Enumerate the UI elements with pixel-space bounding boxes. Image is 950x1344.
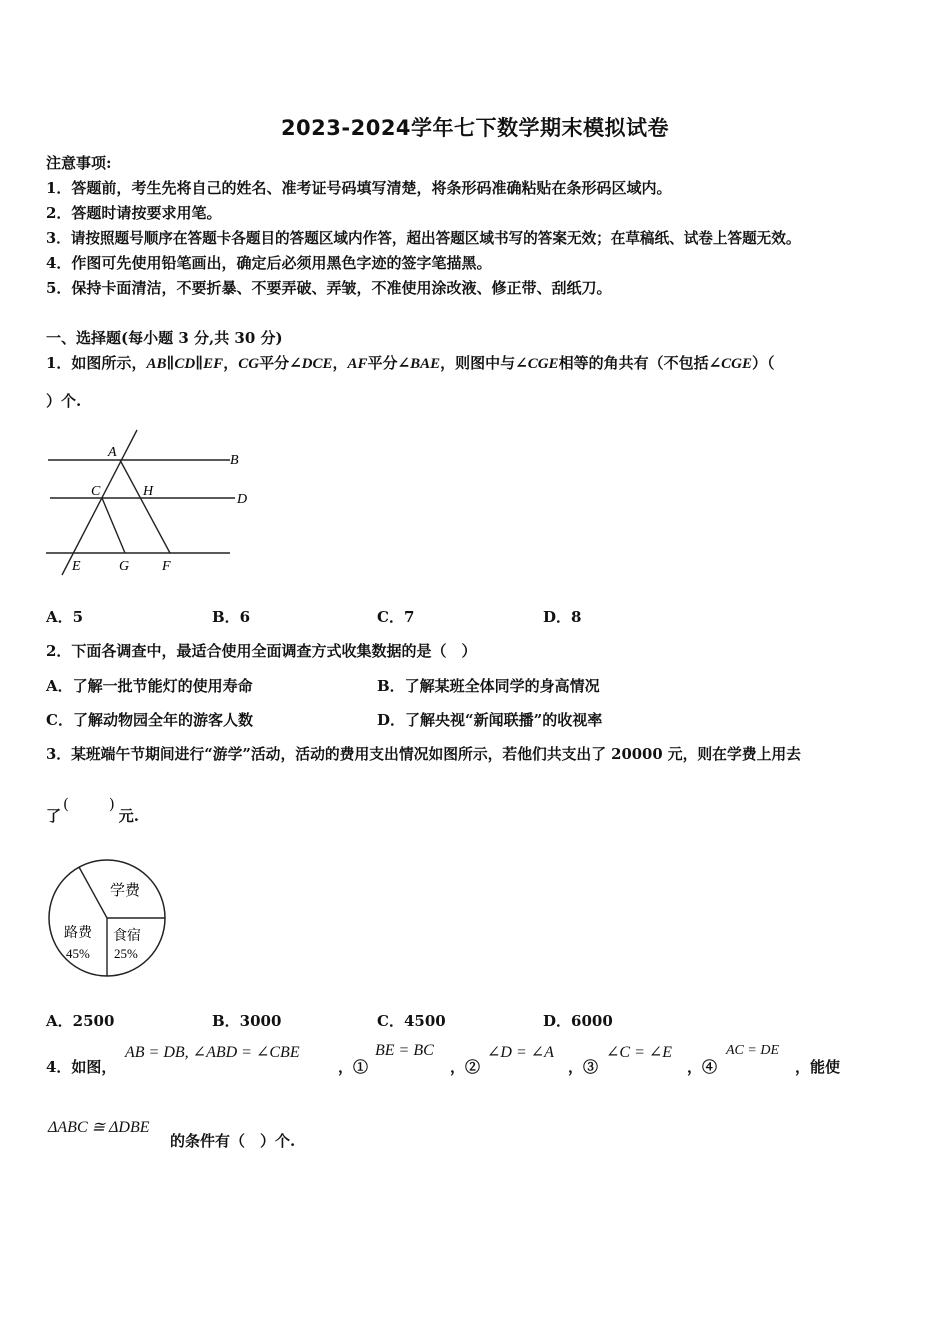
label-d: D [237,492,248,507]
q4-sep-3: ，③ [568,1058,599,1076]
answer-blank-open: ( [63,795,69,813]
page-title: 2023-2024学年七下数学期末模拟试卷 [280,116,670,140]
q1-option-b[interactable]: B．6 [212,608,251,626]
question-2-stem: 2．下面各调查中，最适合使用全面调查方式收集数据的是（ ） [46,642,477,660]
question-1-stem [46,352,775,373]
parallel-lines-figure [40,425,265,585]
q1-text: ， [223,354,239,372]
question-3-stem: 3．某班端午节期间进行“游学”活动，活动的费用支出情况如图所示，若他们共支出了 20000 元，则在学费上用去 [46,746,801,763]
question-3-line2 [46,795,139,826]
q4-suffix: ，能使 [795,1058,841,1076]
q1-option-c[interactable]: C．7 [377,608,415,626]
q1-math: CG [238,356,260,372]
question-1-line2: ）个. [46,392,82,410]
q4-condition-3: ∠C = ∠E [606,1044,673,1061]
pie-value-food: 25% [114,946,138,961]
section-heading: 一、选择题(每小题 3 分,共 30 分) [46,329,283,347]
note-item: 5．保持卡面清洁，不要折暴、不要弄破、弄皱，不准使用涂改液、修正带、刮纸刀。 [46,279,612,297]
line-cg [102,498,125,553]
label-h: H [143,484,154,499]
q1-math: AB∥CD∥EF [146,356,224,372]
q1-math: ∠DCE [289,356,333,372]
label-g: G [119,559,130,574]
expense-pie-chart [44,858,172,982]
q1-text: ，则图中与 [440,354,516,372]
q1-math: AF [347,356,368,372]
label-a: A [108,445,117,460]
q3-option-d[interactable]: D．6000 [543,1012,613,1030]
notes-heading: 注意事项: [46,154,112,172]
q4-sep-2: ，② [450,1058,481,1076]
q1-number: 1．如图所示， [46,354,147,372]
q4-congruence: ΔABC ≅ ΔDBE [48,1119,150,1136]
note-item: 1．答题前，考生先将自己的姓名、准考证号码填写清楚，将条形码准确粘贴在条形码区域内。 [46,179,672,197]
q4-condition-4: AC = DE [726,1043,779,1058]
pie-label-travel: 路费 [64,926,92,941]
q1-math: ∠CGE [708,356,753,372]
q3-option-b[interactable]: B．3000 [212,1012,282,1030]
q3-text: 了 [46,807,62,825]
label-c: C [91,484,101,499]
q4-condition-1: BE = BC [375,1042,434,1059]
line-af [120,460,170,553]
q1-option-d[interactable]: D．8 [543,608,582,626]
pie-label-tuition: 学费 [110,883,141,899]
q1-math: ∠BAE [397,356,441,372]
q2-option-b[interactable]: B．了解某班全体同学的身高情况 [377,677,600,695]
q1-text: ）（ [752,354,775,372]
q1-option-a[interactable]: A．5 [46,608,84,626]
q4-tail: 的条件有（ ）个. [170,1132,296,1150]
q4-prefix: 4．如图， [46,1058,117,1076]
note-item: 3．请按照题号顺序在答题卡各题目的答题区域内作答，超出答题区域书写的答案无效；在草稿纸、试卷上答题无效。 [46,230,801,247]
label-f: F [162,559,171,574]
q2-option-a[interactable]: A．了解一批节能灯的使用寿命 [46,677,253,695]
note-item: 4．作图可先使用铅笔画出，确定后必须用黑色字迹的签字笔描黑。 [46,254,492,272]
q1-text: 相等的角共有（不包括 [558,354,709,372]
q3-option-a[interactable]: A．2500 [46,1012,115,1030]
q3-option-c[interactable]: C．4500 [377,1012,446,1030]
q2-option-d[interactable]: D．了解央视“新闻联播”的收视率 [377,711,603,729]
q3-text: 元. [118,807,139,825]
q1-math: ∠CGE [515,356,559,372]
q4-given: AB = DB, ∠ABD = ∠CBE [125,1044,300,1061]
q1-text: 平分 [259,354,290,372]
q4-sep-4: ，④ [687,1058,718,1076]
note-item: 2．答题时请按要求用笔。 [46,204,222,222]
q4-condition-2: ∠D = ∠A [487,1044,554,1061]
label-e: E [72,559,81,574]
q4-sep-1: ，① [338,1058,369,1076]
pie-value-travel: 45% [66,946,90,961]
q1-text: ， [332,354,348,372]
label-b: B [230,453,239,468]
answer-blank-close: ) [108,795,115,813]
pie-label-food: 食宿 [113,929,141,944]
q2-option-c[interactable]: C．了解动物园全年的游客人数 [46,711,253,729]
q1-text: 平分 [367,354,398,372]
